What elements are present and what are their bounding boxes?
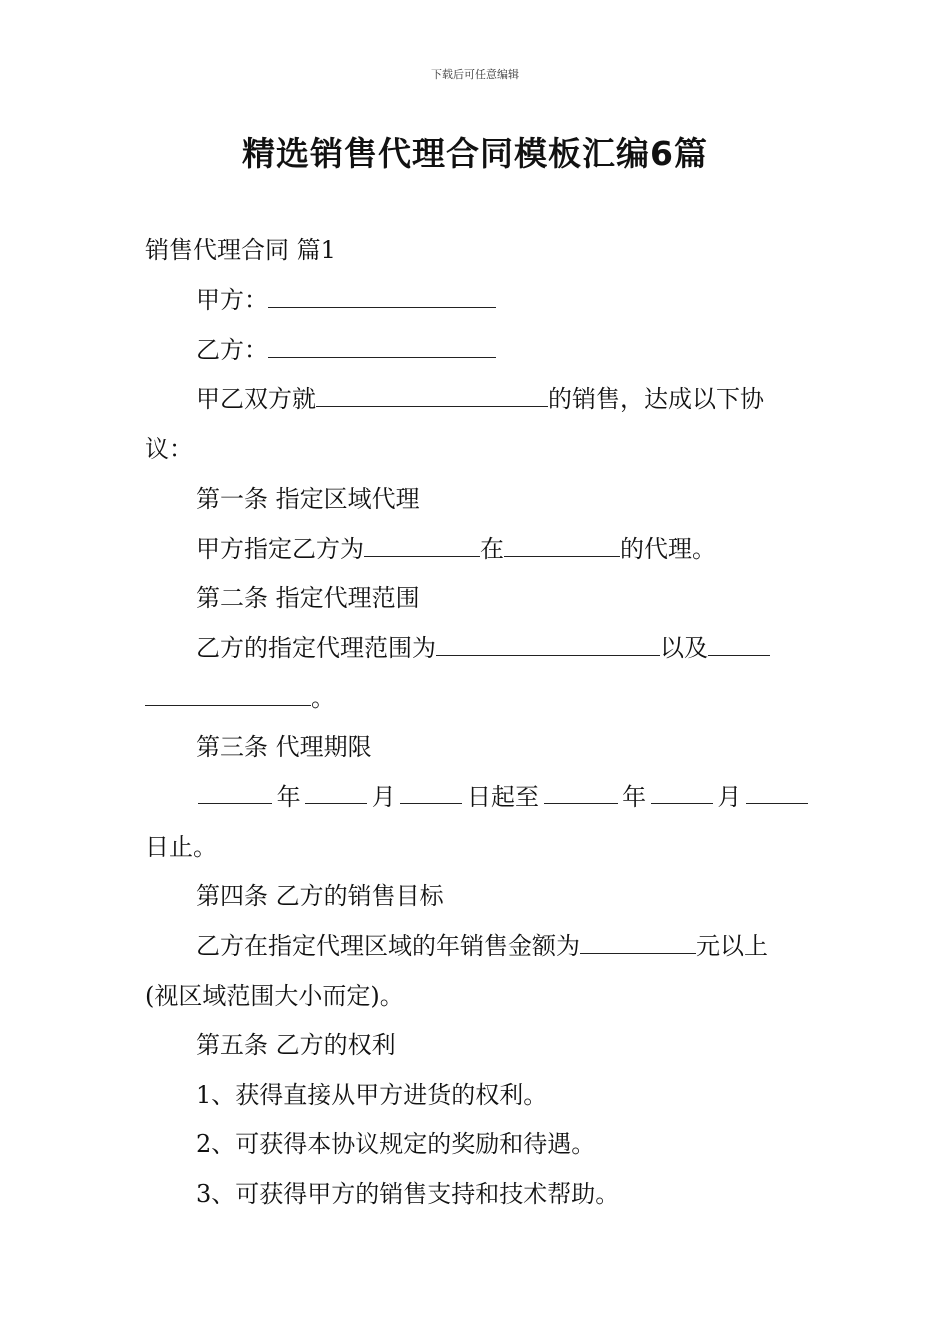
- agreement-text-b: 的销售，达成以下协: [548, 385, 764, 413]
- agreement-line-2: 议：: [145, 435, 193, 463]
- end-day-blank[interactable]: [746, 781, 808, 804]
- article-4-text-b: 元以上: [696, 932, 768, 960]
- end-month-blank[interactable]: [651, 781, 713, 804]
- party-a-line: [196, 284, 496, 316]
- document-title: 精选销售代理合同模板汇编6篇: [242, 134, 708, 173]
- start-day-blank[interactable]: [400, 781, 462, 804]
- end-year-blank[interactable]: [544, 781, 618, 804]
- sales-amount-blank[interactable]: [580, 931, 696, 954]
- from-label: 日起至: [466, 783, 539, 811]
- article-4-title: 第四条 乙方的销售目标: [196, 882, 444, 910]
- scope-blank-2a[interactable]: [708, 633, 770, 656]
- party-b-line: [196, 334, 496, 366]
- scope-blank-1[interactable]: [436, 633, 660, 656]
- month-label-2: 月: [717, 783, 742, 811]
- party-b-label: 乙方：: [196, 336, 268, 364]
- start-year-blank[interactable]: [198, 781, 272, 804]
- article-1-title: 第一条 指定区域代理: [196, 485, 420, 513]
- article-4-body-2: (视区域范围大小而定)。: [145, 982, 404, 1010]
- agreement-line-1: [196, 383, 764, 415]
- article-2-title: 第二条 指定代理范围: [196, 584, 420, 612]
- article-2-body-2: [145, 682, 335, 714]
- party-a-blank[interactable]: [268, 285, 496, 308]
- year-label-2: 年: [622, 783, 647, 811]
- agreement-text-a: 甲乙双方就: [196, 385, 316, 413]
- agent-name-blank[interactable]: [364, 534, 480, 557]
- right-item-3: 3、可获得甲方的销售支持和技术帮助。: [196, 1180, 620, 1208]
- article-2-body-1: [196, 632, 770, 664]
- article-4-text-a: 乙方在指定代理区域的年销售金额为: [196, 932, 580, 960]
- product-blank[interactable]: [316, 384, 548, 407]
- scope-blank-2b[interactable]: [145, 683, 311, 706]
- article-2-text-b: 以及: [660, 634, 708, 662]
- region-blank[interactable]: [504, 534, 620, 557]
- article-1-text-b: 在: [480, 535, 504, 563]
- start-month-blank[interactable]: [305, 781, 367, 804]
- month-label: 月: [371, 783, 396, 811]
- article-4-body-1: [196, 930, 768, 962]
- right-item-1: 1、获得直接从甲方进货的权利。: [196, 1081, 548, 1109]
- article-5-title: 第五条 乙方的权利: [196, 1031, 396, 1059]
- year-label: 年: [276, 783, 301, 811]
- article-1-text-a: 甲方指定乙方为: [196, 535, 364, 563]
- article-2-text-c: 。: [311, 684, 335, 712]
- section-heading: 销售代理合同 篇1: [145, 236, 336, 264]
- header-note: 下载后可任意编辑: [431, 68, 519, 81]
- party-b-blank[interactable]: [268, 335, 496, 358]
- article-3-title: 第三条 代理期限: [196, 733, 372, 761]
- article-2-text-a: 乙方的指定代理范围为: [196, 634, 436, 662]
- right-item-2: 2、可获得本协议规定的奖励和待遇。: [196, 1130, 596, 1158]
- article-3-body-1: [198, 781, 808, 813]
- party-a-label: 甲方：: [196, 286, 268, 314]
- article-1-text-c: 的代理。: [620, 535, 716, 563]
- article-3-body-2: 日止。: [145, 833, 217, 861]
- article-1-body: [196, 533, 716, 565]
